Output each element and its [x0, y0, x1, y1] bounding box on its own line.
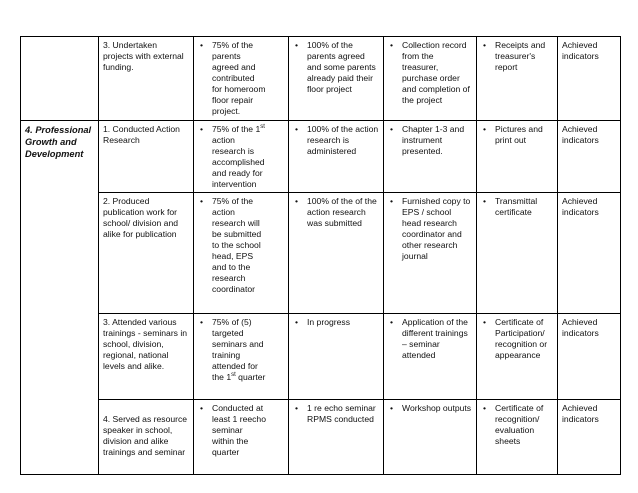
performance-table: [20, 36, 621, 475]
objective-cell: 2. Produced publication work for school/ division and alike for publication: [99, 193, 194, 314]
table-row: [21, 314, 621, 400]
accomplishment-cell: [289, 400, 384, 475]
evidence-text: • Application of the different trainings – seminar attended: [402, 317, 472, 361]
objective-cell: 1. Conducted Action Research: [99, 121, 194, 193]
objective-cell: 3. Attended various trainings - seminars in school, division, regional, national levels and alike.: [99, 314, 194, 400]
mov-cell: [477, 121, 558, 193]
remarks-cell: Achieved indicators: [558, 314, 621, 400]
objective-cell: 3. Undertaken projects with external funding.: [99, 37, 194, 121]
evidence-text: • Workshop outputs: [402, 403, 472, 414]
accomplishment-cell: [289, 37, 384, 121]
indicator-cell: [194, 193, 289, 314]
remarks-cell: Achieved indicators: [558, 400, 621, 475]
indicator-text: • 75% of the parents agreed and contributed for homeroom floor repair project.: [212, 40, 266, 117]
evidence-text: • Collection record from the treasurer, purchase order and completion of the project: [402, 40, 472, 106]
remarks-cell: Achieved indicators: [558, 121, 621, 193]
mov-text: • Pictures and print out: [495, 124, 553, 146]
evidence-cell: [384, 193, 477, 314]
indicator-cell: [194, 121, 289, 193]
accomplishment-text: • In progress: [307, 317, 379, 328]
mov-cell: [477, 37, 558, 121]
mov-cell: [477, 193, 558, 314]
evidence-text: • Furnished copy to EPS / school head research coordinator and other research journal: [402, 196, 472, 262]
table-row: [21, 193, 621, 314]
category-cell: 4. Professional Growth and Development: [21, 121, 99, 475]
remarks-cell: Achieved indicators: [558, 193, 621, 314]
indicator-text: • Conducted at least 1 reecho seminar within the quarter: [212, 403, 266, 458]
table-row: [21, 400, 621, 475]
accomplishment-text: • 1 re echo seminar RPMS conducted: [307, 403, 379, 425]
category-cell-empty: [21, 37, 99, 121]
accomplishment-text: • 100% of the action research is administered: [307, 124, 379, 157]
accomplishment-cell: [289, 193, 384, 314]
evidence-cell: [384, 121, 477, 193]
table-row: [21, 37, 621, 121]
evidence-text: • Chapter 1-3 and instrument presented.: [402, 124, 472, 157]
accomplishment-text: • 100% of the of the action research was submitted: [307, 196, 379, 229]
evidence-cell: [384, 400, 477, 475]
objective-cell: 4. Served as resource speaker in school, division and alike trainings and seminar: [99, 400, 194, 475]
mov-text: • Certificate of Participation/ recognition or appearance: [495, 317, 553, 361]
indicator-cell: [194, 37, 289, 121]
accomplishment-text: • 100% of the parents agreed and some parents already paid their floor project: [307, 40, 379, 95]
accomplishment-cell: [289, 121, 384, 193]
evidence-cell: [384, 314, 477, 400]
mov-cell: [477, 314, 558, 400]
accomplishment-cell: [289, 314, 384, 400]
indicator-text: • 75% of the action research will be submitted to the school head, EPS and to the research coordinator: [212, 196, 266, 295]
indicator-text: • 75% of (5) targeted seminars and training attended for the 1st quarter: [212, 317, 266, 383]
indicator-text: • 75% of the 1st action research is accomplished and ready for intervention: [212, 124, 266, 190]
indicator-cell: [194, 314, 289, 400]
mov-text: • Certificate of recognition/ evaluation sheets: [495, 403, 553, 447]
evidence-cell: [384, 37, 477, 121]
table-row: [21, 121, 621, 193]
remarks-cell: Achieved indicators: [558, 37, 621, 121]
indicator-cell: [194, 400, 289, 475]
mov-text: • Receipts and treasurer's report: [495, 40, 553, 73]
mov-text: • Transmittal certificate: [495, 196, 553, 218]
mov-cell: [477, 400, 558, 475]
